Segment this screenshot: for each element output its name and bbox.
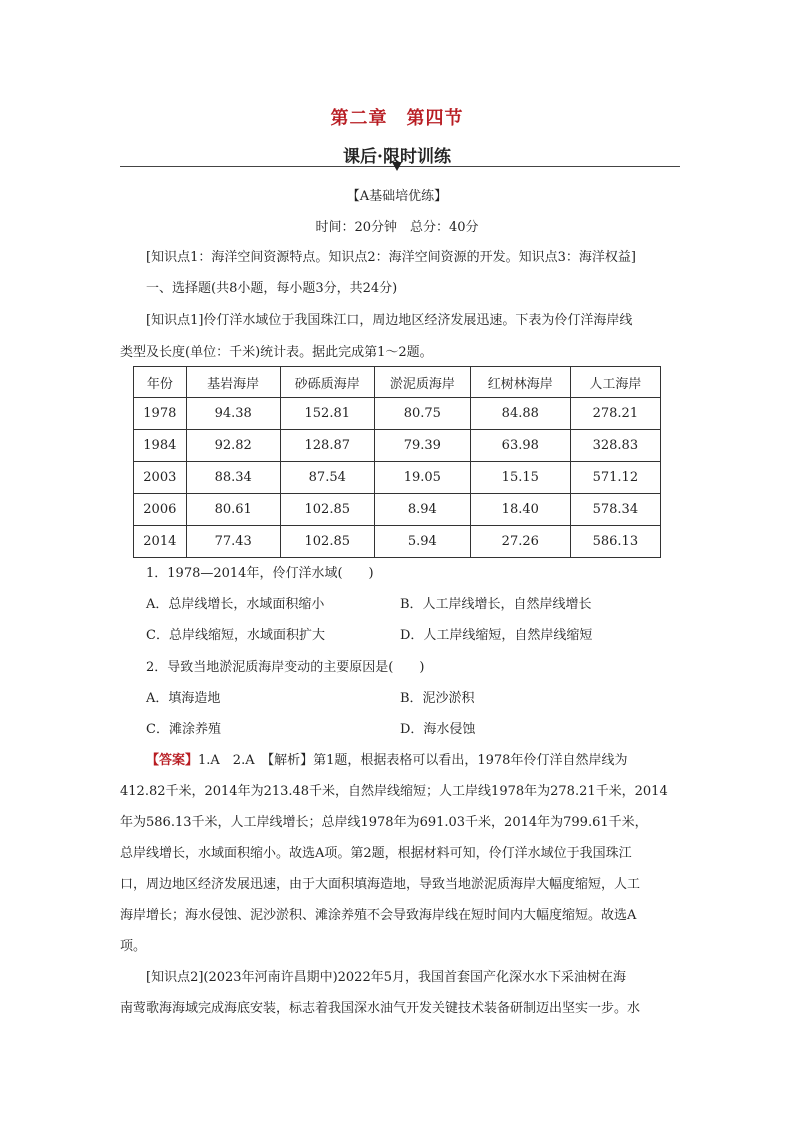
table-cell: 80.75 — [374, 398, 470, 430]
stem2-line1: [知识点2](2023年河南许昌期中)2022年5月，我国首套国产化深水水下采油树在海 — [146, 970, 626, 985]
answer-tag: 【答案】 — [146, 753, 199, 768]
section-title: 【A基础培优练】 — [346, 189, 448, 204]
table-cell: 84.88 — [470, 398, 570, 430]
chapter-title: 第二章 第四节 — [330, 108, 464, 129]
table-cell: 278.21 — [570, 398, 660, 430]
answer-line4: 总岸线增长，水域面积缩小。故选A项。第2题，根据材料可知，伶仃洋水域位于我国珠江 — [120, 846, 632, 861]
lesson-title: 课后·限时训练 — [343, 147, 451, 167]
table-cell: 8.94 — [374, 494, 470, 526]
stem1-line1: [知识点1]伶仃洋水域位于我国珠江口，周边地区经济发展迅速。下表为伶仃洋海岸线 — [146, 313, 633, 328]
table-cell: 18.40 — [470, 494, 570, 526]
q1-option-a: A．总岸线增长，水域面积缩小 — [146, 597, 325, 612]
table-cell: 5.94 — [374, 526, 470, 558]
answer-line7: 项。 — [120, 939, 147, 954]
table-header-cell: 人工海岸 — [570, 367, 660, 398]
stem2-line2: 南莺歌海海域完成海底安装，标志着我国深水油气开发关键技术装备研制迈出坚实一步。水 — [120, 1001, 641, 1016]
table-cell: 2006 — [134, 494, 187, 526]
table-row — [134, 494, 661, 526]
table-header-cell: 基岩海岸 — [186, 367, 280, 398]
table-cell: 2014 — [134, 526, 187, 558]
table-cell: 63.98 — [470, 430, 570, 462]
answer-line2: 412.82千米，2014年为213.48千米，自然岸线缩短；人工岸线1978年为278.21千米，2014 — [120, 784, 668, 799]
table-cell: 152.81 — [280, 398, 374, 430]
table-cell: 102.85 — [280, 494, 374, 526]
table-cell: 1978 — [134, 398, 187, 430]
table-cell: 2003 — [134, 462, 187, 494]
q2-option-d: D．海水侵蚀 — [400, 722, 476, 737]
answer-line1 — [146, 751, 627, 771]
q1-option-d: D．人工岸线缩短，自然岸线缩短 — [400, 628, 593, 643]
table-cell: 15.15 — [470, 462, 570, 494]
q2-option-a: A．填海造地 — [146, 691, 221, 706]
table-cell: 92.82 — [186, 430, 280, 462]
table-cell: 571.12 — [570, 462, 660, 494]
table-cell: 586.13 — [570, 526, 660, 558]
answer-line5: 口，周边地区经济发展迅速，由于大面积填海造地，导致当地淤泥质海岸大幅度缩短，人工 — [120, 877, 641, 892]
table-cell: 19.05 — [374, 462, 470, 494]
table-header-cell: 砂砾质海岸 — [280, 367, 374, 398]
table-cell: 102.85 — [280, 526, 374, 558]
table-header-row — [134, 367, 661, 398]
stem1-line2: 类型及长度(单位：千米)统计表。据此完成第1～2题。 — [120, 345, 433, 360]
time-info: 时间：20分钟 总分：40分 — [315, 220, 479, 235]
table-cell: 77.43 — [186, 526, 280, 558]
q2-option-c: C．滩涂养殖 — [146, 722, 221, 737]
answer-line6: 海岸增长；海水侵蚀、泥沙淤积、滩涂养殖不会导致海岸线在短时间内大幅度缩短。故选A — [120, 908, 637, 923]
coastline-table — [133, 366, 661, 558]
q1-option-c: C．总岸线缩短，水域面积扩大 — [146, 628, 325, 643]
down-triangle-icon — [392, 162, 402, 171]
table-cell: 87.54 — [280, 462, 374, 494]
table-cell: 88.34 — [186, 462, 280, 494]
table-cell: 27.26 — [470, 526, 570, 558]
table-cell: 94.38 — [186, 398, 280, 430]
table-cell: 79.39 — [374, 430, 470, 462]
table-row — [134, 430, 661, 462]
table-row — [134, 526, 661, 558]
table-cell: 128.87 — [280, 430, 374, 462]
knowledge-points: [知识点1：海洋空间资源特点。知识点2：海洋空间资源的开发。知识点3：海洋权益] — [146, 250, 636, 265]
table-cell: 80.61 — [186, 494, 280, 526]
answer-line3: 年为586.13千米，人工岸线增长；总岸线1978年为691.03千米，2014年为799.61千米， — [120, 815, 648, 830]
answer-text: 1.A 2.A 【解析】第1题，根据表格可以看出，1978年伶仃洋自然岸线为 — [198, 753, 628, 768]
part-heading: 一、选择题(共8小题，每小题3分，共24分) — [146, 281, 398, 296]
table-row — [134, 462, 661, 494]
table-header-cell: 淤泥质海岸 — [374, 367, 470, 398]
table-header-cell: 红树林海岸 — [470, 367, 570, 398]
table-row — [134, 398, 661, 430]
q2-stem: 2．导致当地淤泥质海岸变动的主要原因是( ) — [146, 660, 425, 675]
q1-stem: 1．1978—2014年，伶仃洋水域( ) — [146, 566, 374, 581]
table-header-cell: 年份 — [134, 367, 187, 398]
table-cell: 328.83 — [570, 430, 660, 462]
table-cell: 1984 — [134, 430, 187, 462]
q2-option-b: B．泥沙淤积 — [400, 691, 475, 706]
q1-option-b: B．人工岸线增长，自然岸线增长 — [400, 597, 592, 612]
table-cell: 578.34 — [570, 494, 660, 526]
